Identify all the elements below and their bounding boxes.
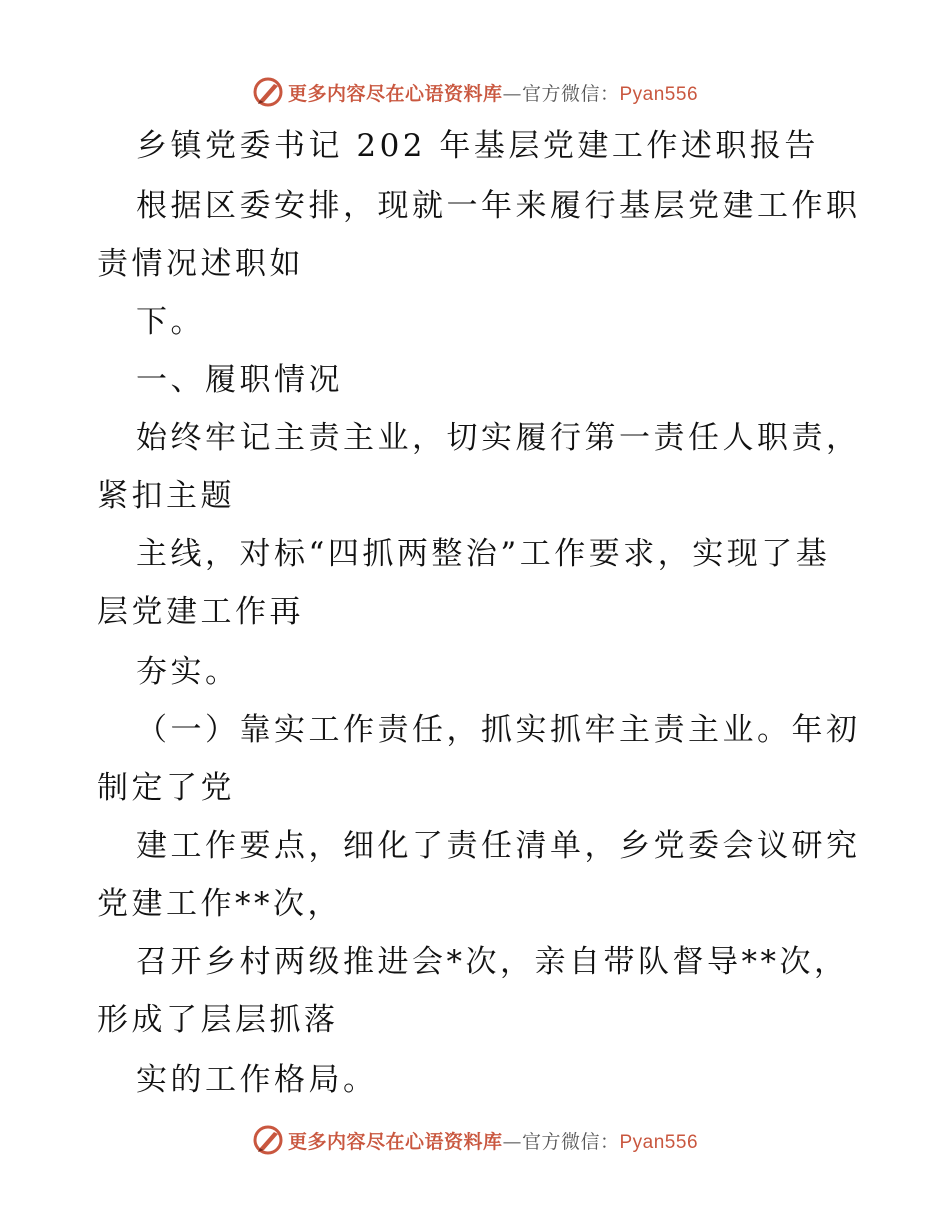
footer-banner: [0, 1120, 950, 1160]
paragraph-line: 制定了党: [97, 770, 235, 806]
paragraph-line: 紧扣主题: [97, 478, 235, 514]
pen-logo-icon: [252, 1124, 284, 1156]
paragraph-line: 召开乡村两级推进会*次，亲自带队督导**次，: [136, 944, 849, 980]
paragraph-line: 始终牢记主责主业，切实履行第一责任人职责，: [136, 420, 861, 456]
pen-logo-icon: [252, 76, 284, 108]
subsection-heading: （一）靠实工作责任，抓实抓牢主责主业。年初: [136, 712, 861, 748]
header-brand: 更多内容尽在心语资料库: [287, 82, 503, 105]
paragraph-line: 主线，对标“四抓两整治”工作要求，实现了基: [136, 536, 831, 572]
paragraph-line: 形成了层层抓落: [97, 1002, 339, 1038]
paragraph-line: 责情况述职如: [97, 246, 304, 282]
paragraph-line: 实的工作格局。: [136, 1062, 378, 1098]
document-title: 乡镇党委书记 202 年基层党建工作述职报告: [136, 128, 819, 164]
paragraph-line: 下。: [136, 304, 205, 340]
section-heading: 一、履职情况: [136, 362, 343, 398]
header-banner: [0, 72, 950, 112]
header-dash: —: [502, 82, 522, 105]
footer-wechat-label: 官方微信：: [521, 1130, 620, 1153]
footer-dash: —: [502, 1130, 522, 1153]
header-text: [288, 79, 698, 106]
footer-wechat-id: Pyan556: [619, 1131, 699, 1153]
paragraph-line: 根据区委安排，现就一年来履行基层党建工作职: [136, 188, 861, 224]
paragraph-line: 夯实。: [136, 654, 240, 690]
header-wechat-label: 官方微信：: [521, 82, 620, 105]
paragraph-line: 建工作要点，细化了责任清单，乡党委会议研究: [136, 828, 861, 864]
footer-text: [288, 1127, 698, 1154]
paragraph-line: 党建工作**次，: [97, 886, 342, 922]
footer-brand: 更多内容尽在心语资料库: [287, 1130, 503, 1153]
paragraph-line: 层党建工作再: [97, 594, 304, 630]
header-wechat-id: Pyan556: [619, 83, 699, 105]
